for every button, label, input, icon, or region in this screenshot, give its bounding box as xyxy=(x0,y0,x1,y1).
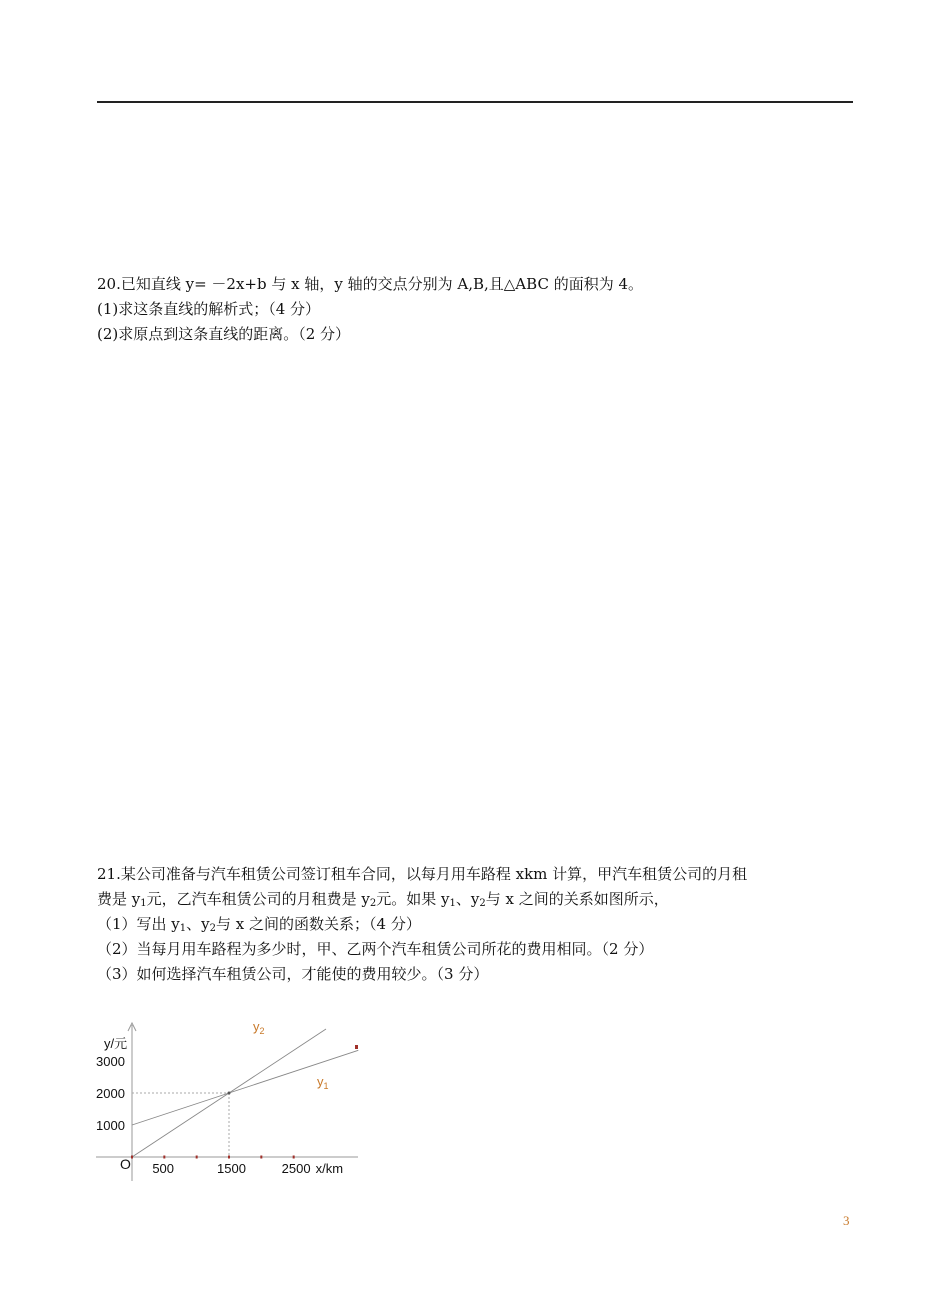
q21-stem-line1: 21.某公司准备与汽车租赁公司签订租车合同，以每月用车路程 xkm 计算，甲汽车租赁公司的月租 xyxy=(97,865,748,883)
x-tick-mark xyxy=(228,1156,230,1159)
x-tick-mark xyxy=(293,1156,295,1159)
cost-chart xyxy=(90,1015,370,1185)
x-tick-label: 1500 xyxy=(217,1161,246,1176)
x-tick-label: 500 xyxy=(152,1161,175,1176)
y-tick-label: 3000 xyxy=(96,1054,125,1069)
x-axis-label: x/km xyxy=(315,1161,344,1176)
y-tick-label: 1000 xyxy=(96,1118,125,1133)
x-tick-mark xyxy=(131,1156,133,1159)
q20-stem: 20.已知直线 y= －2x+b 与 x 轴，y 轴的交点分别为 A,B,且△ABC 的面积为 4。 xyxy=(97,275,644,293)
series-label-y2: $y_2$ xyxy=(253,1019,265,1036)
header-rule xyxy=(97,101,853,103)
origin-label: O xyxy=(120,1156,131,1172)
x-tick-mark xyxy=(260,1156,262,1159)
y-tick-label: 2000 xyxy=(96,1086,125,1101)
series-label-y1: $y_1$ xyxy=(317,1074,329,1091)
q21-stem-line2: 费是 $y_1$元，乙汽车租赁公司的月租费是 $y_2$元。如果 $y_1$、$y_2$与 x 之间的关系如图所示， xyxy=(97,890,669,909)
question-21 xyxy=(97,862,747,987)
x-tick-mark xyxy=(163,1156,165,1159)
question-20 xyxy=(97,272,643,347)
x-tick-label: 2500 xyxy=(281,1161,311,1176)
intersection-point xyxy=(228,1092,231,1095)
q21-part1: （1）写出 $y_1$、$y_2$与 x 之间的函数关系；（4 分） xyxy=(97,915,421,934)
x-tick-mark xyxy=(196,1156,198,1159)
q20-part2: (2)求原点到这条直线的距离。（2 分） xyxy=(97,325,351,343)
series-end-mark xyxy=(355,1045,358,1049)
q21-part2: （2）当每月用车路程为多少时，甲、乙两个汽车租赁公司所花的费用相同。（2 分） xyxy=(97,940,654,958)
q21-part3: （3）如何选择汽车租赁公司，才能使的费用较少。（3 分） xyxy=(97,965,489,983)
y-axis-label: y/元 xyxy=(104,1036,128,1051)
q20-part1: (1)求这条直线的解析式；（4 分） xyxy=(97,300,321,318)
page-number: 3 xyxy=(843,1213,850,1228)
